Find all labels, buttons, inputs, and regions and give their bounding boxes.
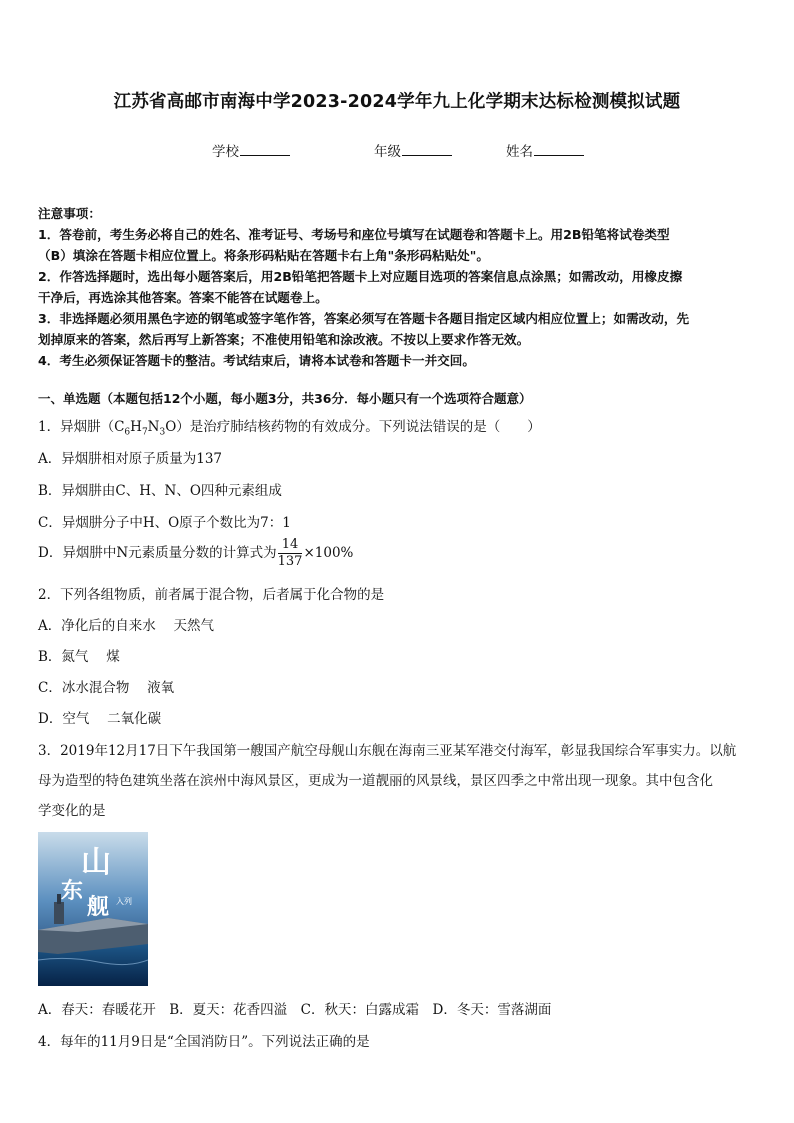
grade-field[interactable]: [374, 140, 452, 160]
q1-option-c[interactable]: C．异烟肼分子中H、O原子个数比为7：1: [38, 515, 291, 531]
poster-title-char: 山: [81, 845, 111, 880]
q1-stem-post: O）是治疗肺结核药物的有效成分。下列说法错误的是（ ）: [165, 419, 541, 435]
q2-option-b[interactable]: B．氮气 煤: [38, 649, 120, 665]
question-3-line: 3．2019年12月17日下午我国第一艘国产航空母舰山东舰在海南三亚某军港交付海军，彰显我国综合军事实力。以航: [38, 743, 737, 759]
grade-label: 年级: [374, 144, 401, 160]
q1-stem-mid: N: [147, 419, 160, 435]
q1-d-post: ×100%: [303, 545, 354, 561]
poster-subtitle: 入列: [116, 897, 132, 906]
fraction-numerator: 14: [278, 537, 303, 554]
q3-options[interactable]: A．春天：春暖花开 B．夏天：花香四溢 C．秋天：白露成霜 D．冬天：雪落湖面: [38, 1002, 552, 1018]
q2-option-c[interactable]: C．冰水混合物 液氧: [38, 680, 175, 696]
fraction: [278, 537, 303, 570]
school-field[interactable]: [212, 140, 290, 160]
aircraft-carrier-poster: [38, 832, 148, 986]
q1-stem-pre: 1．异烟肼（C: [38, 419, 125, 435]
q2-option-d[interactable]: D．空气 二氧化碳: [38, 711, 162, 727]
name-field[interactable]: [506, 140, 584, 160]
notice-line: 1．答卷前，考生务必将自己的姓名、准考证号、考场号和座位号填写在试题卷和答题卡上。用2B铅笔将试卷类型: [38, 227, 670, 242]
notice-line: 3．非选择题必须用黑色字迹的钢笔或签字笔作答，答案必须写在答题卡各题目指定区域内相应位置上；如需改动，先: [38, 311, 690, 326]
page-title: 江苏省高邮市南海中学2023-2024学年九上化学期末达标检测模拟试题: [113, 92, 681, 112]
q2-option-a[interactable]: A．净化后的自来水 天然气: [38, 618, 215, 634]
question-2-stem: 2．下列各组物质，前者属于混合物，后者属于化合物的是: [38, 587, 385, 603]
q1-stem-mid: H: [130, 419, 142, 435]
notice-line: 划掉原来的答案，然后再写上新答案；不准使用铅笔和涂改液。不按以上要求作答无效。: [38, 332, 530, 347]
notice-line: 2．作答选择题时，选出每小题答案后，用2B铅笔把答题卡上对应题目选项的答案信息点涂黑；如需改动，用橡皮擦: [38, 269, 683, 284]
fraction-denominator: 137: [277, 554, 303, 569]
school-blank[interactable]: [240, 142, 290, 156]
name-blank[interactable]: [534, 142, 584, 156]
notice-line: 4．考生必须保证答题卡的整洁。考试结束后，请将本试卷和答题卡一并交回。: [38, 353, 475, 368]
question-4-stem: 4．每年的11月9日是“全国消防日”。下列说法正确的是: [38, 1034, 370, 1050]
q1-option-d[interactable]: [38, 537, 353, 570]
question-1-stem: [38, 415, 541, 438]
question-3-line: 母为造型的特色建筑坐落在滨州中海风景区，更成为一道靓丽的风景线，景区四季之中常出现一现象。其中包含化: [38, 773, 713, 789]
notice-line: （B）填涂在答题卡相应位置上。将条形码粘贴在答题卡右上角"条形码粘贴处"。: [38, 248, 489, 263]
poster-title-char: 东: [60, 878, 84, 904]
notice-heading: 注意事项：: [38, 206, 101, 221]
notice-line: 干净后，再选涂其他答案。答案不能答在试题卷上。: [38, 290, 328, 305]
poster-image: [38, 832, 148, 986]
q1-sub: 6: [124, 427, 131, 438]
name-label: 姓名: [506, 144, 533, 160]
q1-sub: 3: [159, 427, 166, 438]
school-label: 学校: [212, 144, 239, 160]
q1-option-b[interactable]: B．异烟肼由C、H、N、O四种元素组成: [38, 483, 282, 499]
q1-option-a[interactable]: A．异烟肼相对原子质量为137: [38, 451, 223, 467]
grade-blank[interactable]: [402, 142, 452, 156]
q1-d-text: D．异烟肼中N元素质量分数的计算式为: [38, 545, 277, 561]
question-3-line: 学变化的是: [38, 803, 106, 819]
q1-sub: 7: [141, 427, 148, 438]
section-heading: 一、单选题（本题包括12个小题，每小题3分，共36分．每小题只有一个选项符合题意）: [38, 391, 532, 406]
poster-title-char: 舰: [86, 894, 110, 920]
